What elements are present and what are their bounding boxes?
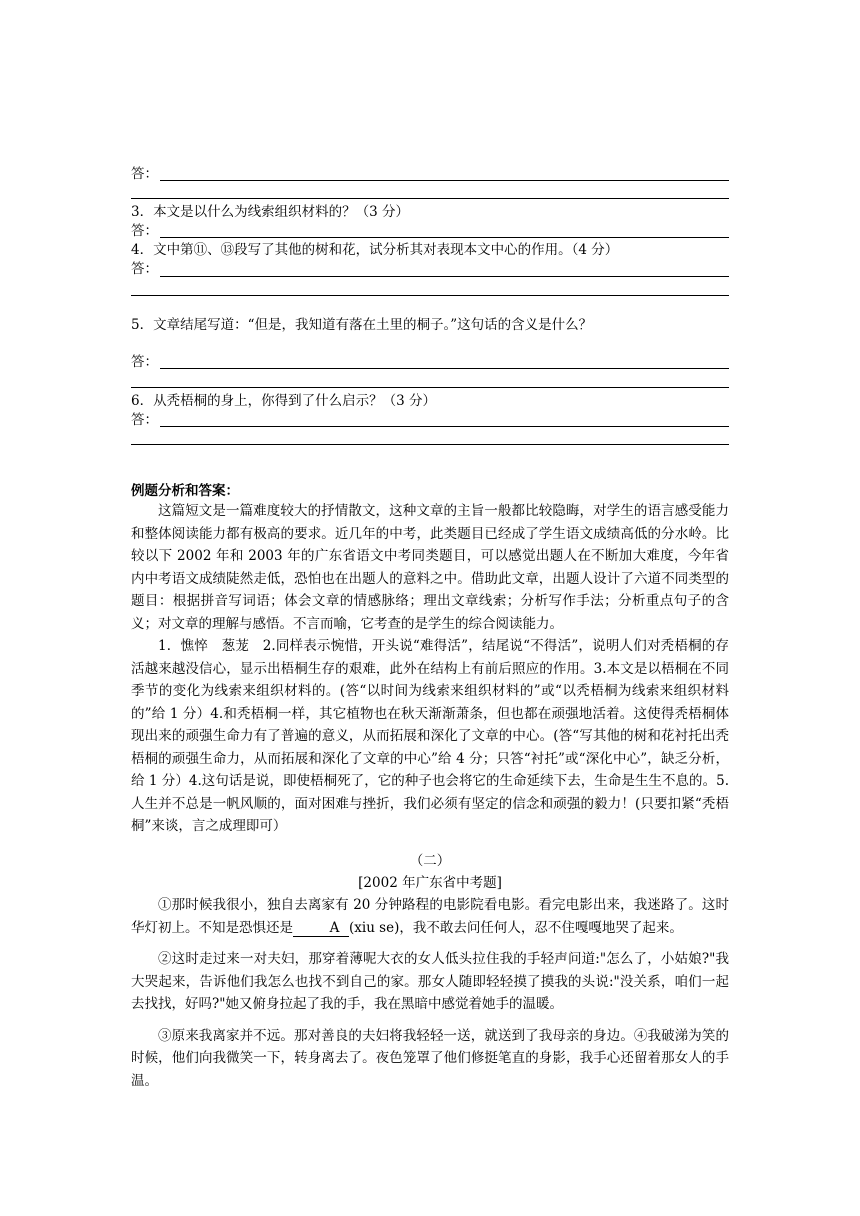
- answer-label: 答：: [131, 354, 158, 370]
- passage-paragraph-2: ②这时走过来一对夫妇，那穿着薄呢大衣的女人低头拉住我的手轻声问道:"怎么了，小姑娘?"我大哭起来，告诉他们我怎么也找不到自己的家。那女人随即轻轻摸了摸我的头说:"没关系，咱们一起去找找，好吗?"她又俯身拉起了我的手，我在黑暗中感觉着她手的温暖。: [131, 951, 729, 1012]
- question-3: 3．本文是以什么为线索组织材料的？（3 分）: [131, 204, 409, 220]
- answer-line[interactable]: [160, 426, 729, 427]
- answer-line[interactable]: [131, 444, 729, 445]
- section-source: [2002 年广东省中考题]: [358, 875, 502, 891]
- answer-label: 答：: [131, 223, 158, 239]
- analysis-intro: 这篇短文是一篇难度较大的抒情散文，这种文章的主旨一般都比较隐晦，对学生的语言感受能力和整体阅读能力都有极高的要求。近几年的中考，此类题目已经成了学生语文成绩高低的分水岭。比较以下 2002 年和 2003 年的广东省语文中考同类题目，可以感觉出题人在不断加大难度，今年省内中考语文成绩陡然走低，恐怕也在出题人的意料之中。借助此文章，出题人设计了六道不同类型的题目：根据拼音写词语；体会文章的情感脉络；理出文章线索；分析写作手法；分析重点句子的含义；对文章的理解与感悟。不言而喻，它考查的是学生的综合阅读能力。: [131, 503, 729, 632]
- answer-row-5: [131, 352, 729, 372]
- fill-blank-a[interactable]: A: [293, 920, 349, 937]
- section-heading: 例题分析和答案：: [131, 483, 239, 499]
- answer-label: 答：: [131, 166, 158, 182]
- passage: [131, 894, 729, 1092]
- passage-paragraph-3: ③原来我离家并不远。那对善良的夫妇将我轻轻一送，就送到了我母亲的身边。④我破涕为笑的时候，他们向我微笑一下，转身离去了。夜色笼罩了他们修挺笔直的身影，我手心还留着那女人的手温。: [131, 1027, 729, 1089]
- answer-line[interactable]: [160, 237, 729, 238]
- answer-label: 答：: [131, 261, 158, 277]
- analysis-paragraph: [131, 500, 729, 838]
- answer-label: 答：: [131, 412, 158, 428]
- answer-line[interactable]: [160, 368, 729, 369]
- answer-line[interactable]: [160, 276, 729, 277]
- answer-row-2: [131, 164, 729, 184]
- analysis-answers: 1．憔悴 葱茏 2.同样表示惋惜，开头说“难得活”，结尾说“不得活”，说明人们对秃梧桐的存活越来越没信心，显示出梧桐生存的艰难，此外在结构上有前后照应的作用。3.本文是以梧桐在不同季节的变化为线索来组织材料的。(答“以时间为线索来组织材料的”或“以秃梧桐为线索来组织材料的”给 1 分）4.和秃梧桐一样，其它植物也在秋天渐渐萧条，但也都在顽强地活着。这使得秃梧桐体现出来的顽强生命力有了普遍的意义，从而拓展和深化了文章的中心。(答“写其他的树和花衬托出秃梧桐的顽强生命力，从而拓展和深化了文章的中心”给 4 分；只答“衬托”或“深化中心”，缺乏分析，给 1 分）4.这句话是说，即使梧桐死了，它的种子也会将它的生命延续下去，生命是生生不息的。5.人生并不总是一帆风顺的，面对困难与挫折，我们必须有坚定的信念和顽强的毅力！(只要扣紧“秃梧桐”来谈，言之成理即可）: [131, 638, 729, 834]
- answer-line[interactable]: [131, 387, 729, 388]
- paragraph-text: (xiu se)，我不敢去问任何人，忍不住嘎嘎地哭了起来。: [349, 919, 683, 936]
- answer-row-3: [131, 221, 729, 241]
- question-4: 4．文中第⑪、⑬段写了其他的树和花，试分析其对表现本文中心的作用。（4 分）: [131, 242, 619, 258]
- question-6: 6．从秃梧桐的身上，你得到了什么启示？（3 分）: [131, 393, 436, 409]
- answer-row-6: [131, 410, 729, 430]
- answer-line[interactable]: [131, 295, 729, 296]
- answer-line[interactable]: [160, 180, 729, 181]
- answer-line[interactable]: [131, 198, 729, 199]
- passage-paragraph-1: [131, 894, 729, 939]
- question-5: 5．文章结尾写道：“但是，我知道有落在土里的桐子。”这句话的含义是什么？: [131, 317, 593, 333]
- paragraph-text: ①那时候我很小，独自去离家有 20 分钟路程的电影院看电影。看完电影出来，我迷路了。这时华灯初上。不知是恐惧还是: [131, 897, 729, 936]
- section-number: （二）: [409, 853, 451, 869]
